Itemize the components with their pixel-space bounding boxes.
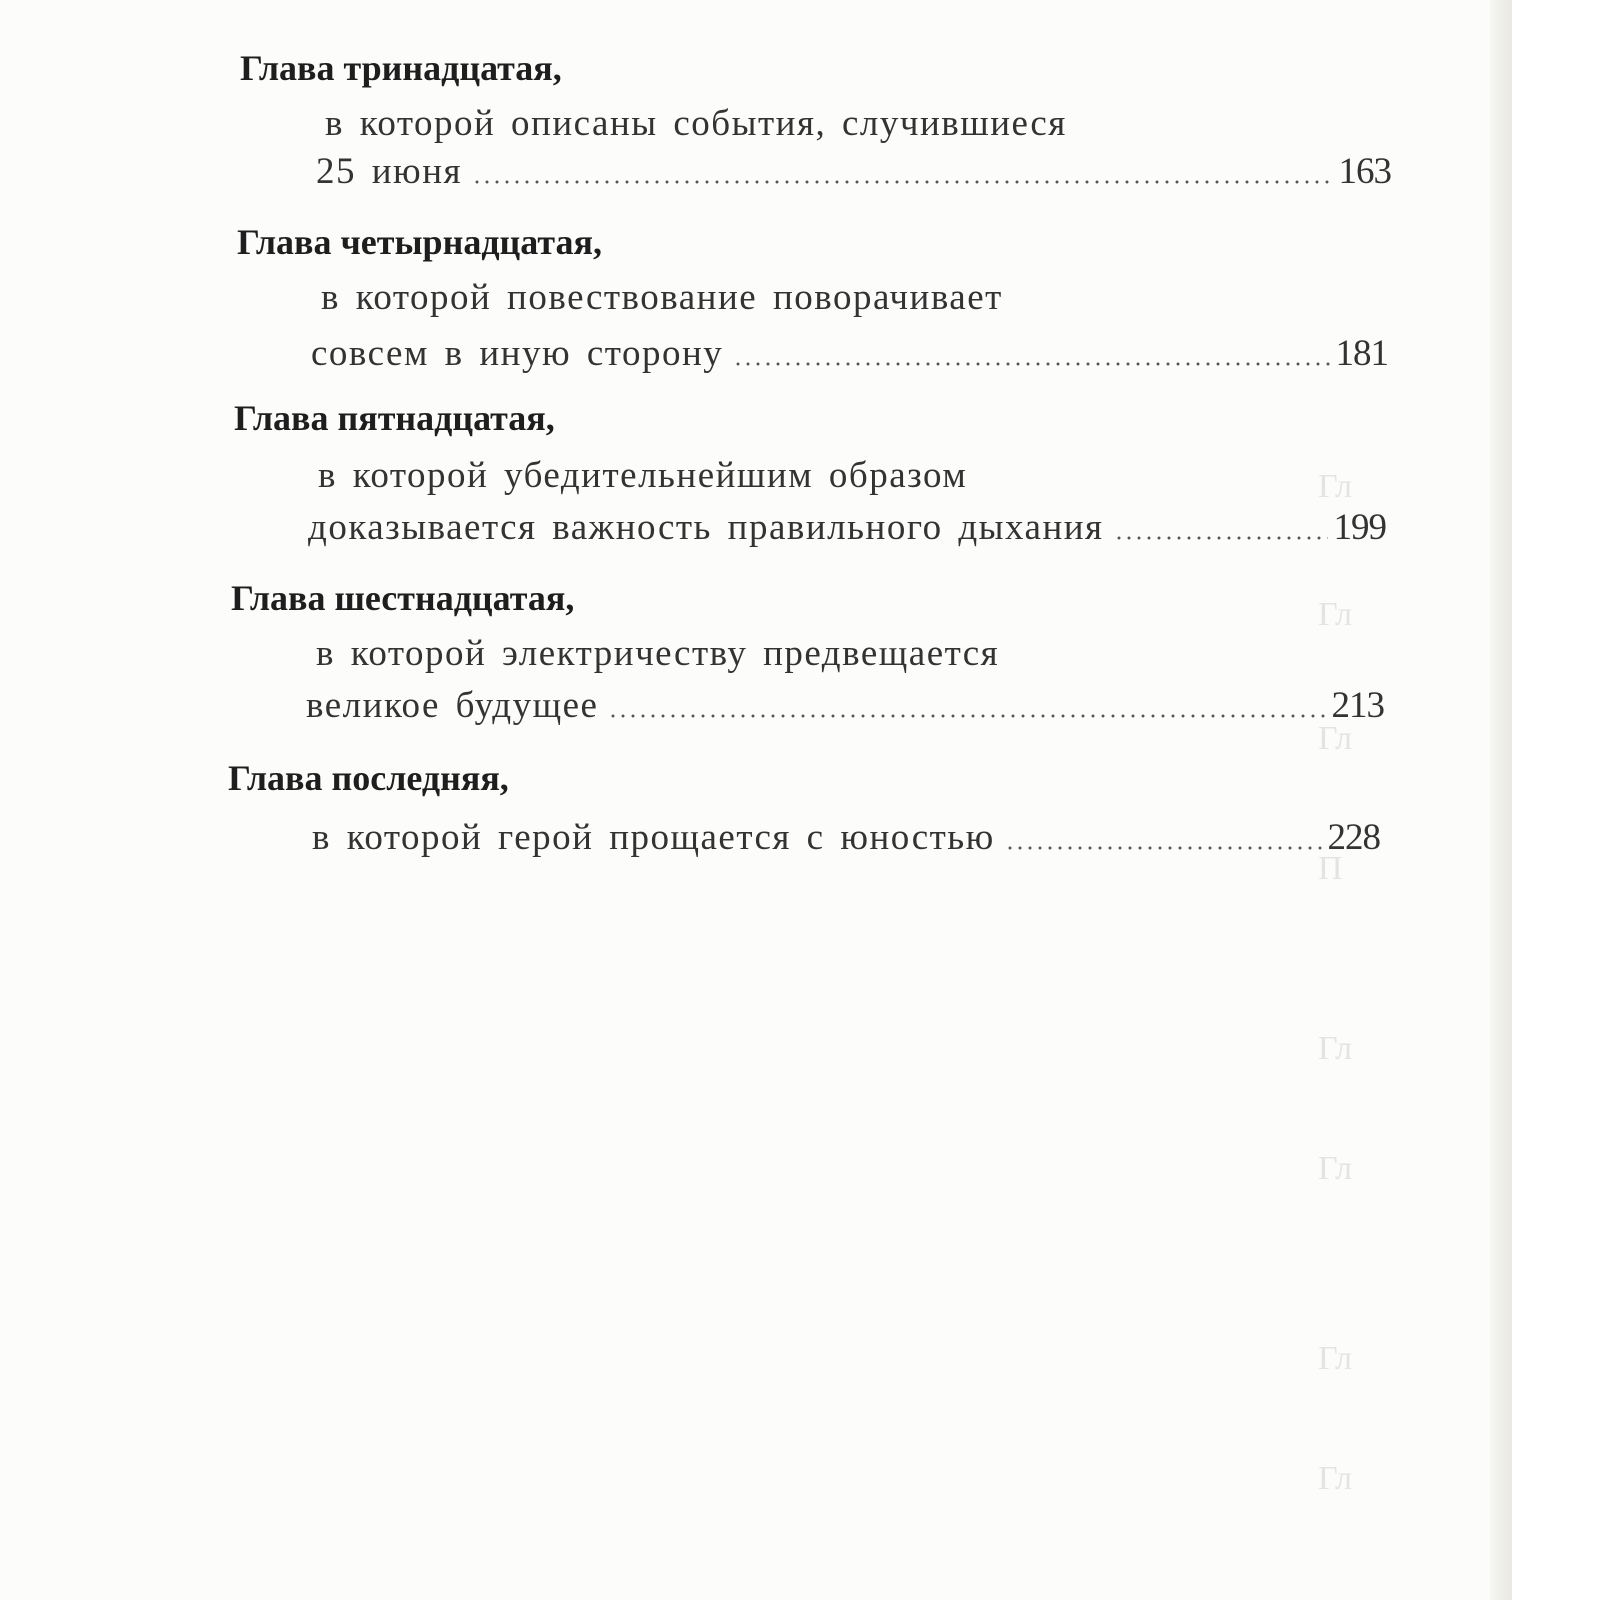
show-through: Гл: [1318, 468, 1353, 505]
toc-entry-line: [308, 508, 1386, 548]
dot-leader: [733, 362, 1329, 366]
page-number: 213: [1331, 685, 1384, 726]
chapter-description: совсем в иную сторону: [311, 333, 724, 374]
dot-leader: [472, 180, 1332, 184]
chapter-description: в которой герой прощается с юностью: [312, 817, 995, 858]
show-through: Гл: [1318, 596, 1353, 633]
show-through: Гл: [1318, 1030, 1353, 1067]
chapter-description: доказывается важность правильного дыхания: [308, 507, 1104, 548]
show-through: Гл: [1318, 1150, 1353, 1187]
chapter-title: Глава четырнадцатая,: [237, 222, 602, 262]
dot-leader: [1005, 846, 1322, 850]
page-number: 181: [1335, 333, 1388, 374]
toc-entry-line: [311, 334, 1388, 374]
page-number: 163: [1338, 151, 1391, 192]
dot-leader: [1114, 536, 1328, 540]
chapter-description: в которой описаны события, случившиеся: [325, 103, 1067, 144]
toc-entry-line: [316, 152, 1391, 192]
page-margin: [1512, 0, 1600, 1600]
page-gutter-shadow: [1490, 0, 1512, 1600]
show-through: П: [1318, 850, 1343, 887]
chapter-title: Глава последняя,: [228, 758, 509, 798]
chapter-description: в которой электричеству предвещается: [316, 633, 1000, 674]
chapter-description: великое будущее: [306, 685, 599, 726]
chapter-description: в которой повествование поворачивает: [321, 277, 1003, 318]
toc-entry-line: [312, 818, 1380, 858]
show-through: Гл: [1318, 720, 1353, 757]
chapter-description: в которой убедительнейшим образом: [318, 455, 968, 496]
show-through: Гл: [1318, 1460, 1353, 1497]
page-number: 228: [1327, 817, 1380, 858]
page-number: 199: [1333, 507, 1386, 548]
chapter-title: Глава пятнадцатая,: [234, 398, 555, 438]
chapter-title: Глава тринадцатая,: [240, 48, 562, 88]
toc-entry-line: [306, 686, 1384, 726]
dot-leader: [608, 714, 1325, 718]
show-through: Гл: [1318, 1340, 1353, 1377]
chapter-title: Глава шестнадцатая,: [231, 578, 575, 618]
chapter-description: 25 июня: [316, 151, 463, 192]
